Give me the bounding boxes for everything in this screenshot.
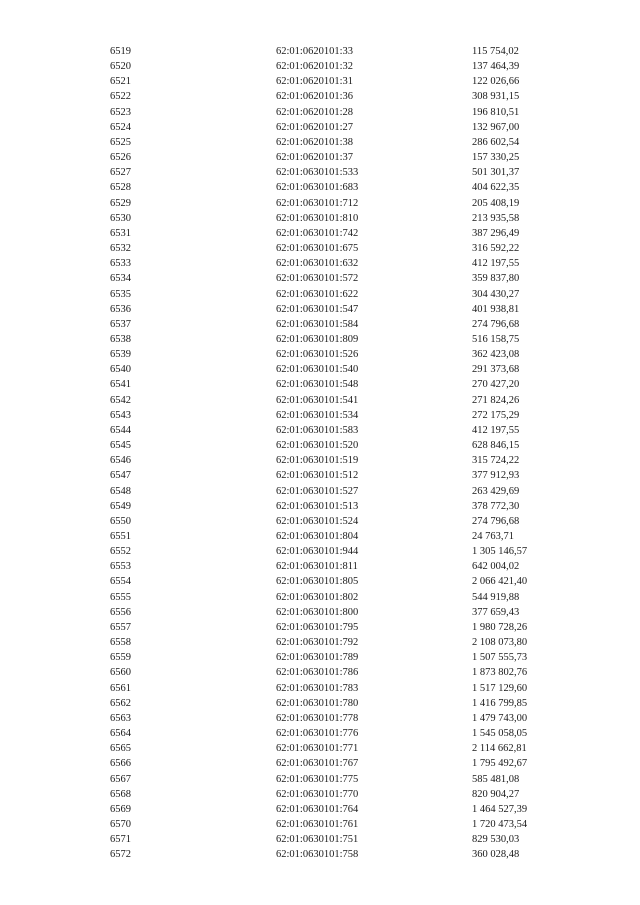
cadastral-number: 62:01:0630101:742 (276, 227, 359, 239)
value: 272 175,29 (472, 409, 520, 421)
value: 404 622,35 (472, 182, 520, 194)
row-number: 6559 (110, 652, 131, 664)
cadastral-number: 62:01:0630101:526 (276, 349, 359, 361)
row-number: 6567 (110, 773, 131, 785)
value: 1 416 799,85 (472, 697, 528, 709)
row-number: 6536 (110, 303, 131, 315)
row-number: 6565 (110, 743, 131, 755)
value: 132 967,00 (472, 121, 520, 133)
table-row (0, 802, 640, 817)
cadastral-number: 62:01:0630101:776 (276, 728, 359, 740)
value: 308 931,15 (472, 91, 520, 103)
cadastral-number: 62:01:0630101:520 (276, 440, 359, 452)
table-row (0, 44, 640, 59)
cadastral-number: 62:01:0620101:28 (276, 106, 354, 118)
cadastral-number: 62:01:0630101:780 (276, 697, 359, 709)
value: 196 810,51 (472, 106, 520, 118)
value: 2 066 421,40 (472, 576, 528, 588)
table-row (0, 377, 640, 392)
table-row (0, 559, 640, 574)
row-number: 6551 (110, 531, 131, 542)
value: 270 427,20 (472, 379, 520, 391)
row-number: 6564 (110, 728, 131, 740)
cadastral-number: 62:01:0630101:751 (276, 834, 359, 846)
value: 401 938,81 (472, 303, 520, 315)
row-number: 6527 (110, 167, 131, 179)
row-number: 6542 (110, 394, 131, 406)
row-number: 6547 (110, 470, 131, 482)
table-row (0, 756, 640, 771)
row-number: 6530 (110, 212, 131, 224)
cadastral-number: 62:01:0630101:805 (276, 576, 359, 588)
table-row (0, 772, 640, 787)
table-row (0, 241, 640, 256)
cadastral-number: 62:01:0630101:800 (276, 606, 359, 618)
cadastral-number: 62:01:0630101:519 (276, 455, 359, 467)
row-number: 6548 (110, 485, 131, 497)
cadastral-number: 62:01:0630101:632 (276, 258, 359, 270)
row-number: 6568 (110, 788, 131, 800)
cadastral-number: 62:01:0620101:31 (276, 76, 354, 88)
value: 544 919,88 (472, 591, 520, 603)
cadastral-number: 62:01:0630101:802 (276, 591, 359, 603)
table-row (0, 635, 640, 650)
cadastral-number: 62:01:0630101:810 (276, 212, 359, 224)
row-number: 6543 (110, 409, 131, 421)
cadastral-number: 62:01:0630101:683 (276, 182, 359, 194)
value: 501 301,37 (472, 167, 520, 179)
row-number: 6546 (110, 455, 131, 467)
row-number: 6528 (110, 182, 131, 194)
document-table (0, 44, 640, 862)
cadastral-number: 62:01:0630101:811 (276, 561, 358, 573)
cadastral-number: 62:01:0630101:527 (276, 485, 359, 497)
cadastral-number: 62:01:0630101:548 (276, 379, 359, 391)
value: 377 659,43 (472, 606, 520, 618)
value: 585 481,08 (472, 773, 520, 785)
table-row (0, 165, 640, 180)
cadastral-number: 62:01:0630101:770 (276, 788, 359, 800)
row-number: 6545 (110, 440, 131, 452)
cadastral-number: 62:01:0630101:786 (276, 667, 359, 679)
table-row (0, 287, 640, 302)
table-row (0, 590, 640, 605)
cadastral-number: 62:01:0630101:712 (276, 197, 359, 209)
row-number: 6563 (110, 712, 131, 724)
row-number: 6523 (110, 106, 131, 118)
cadastral-number: 62:01:0630101:512 (276, 470, 359, 482)
value: 115 754,02 (472, 46, 519, 57)
row-number: 6533 (110, 258, 131, 270)
cadastral-number: 62:01:0620101:36 (276, 91, 354, 103)
row-number: 6522 (110, 91, 131, 103)
cadastral-number: 62:01:0630101:778 (276, 712, 359, 724)
value: 359 837,80 (472, 273, 520, 285)
value: 2 108 073,80 (472, 637, 528, 649)
row-number: 6525 (110, 136, 131, 148)
cadastral-number: 62:01:0630101:792 (276, 637, 359, 649)
table-row (0, 468, 640, 483)
row-number: 6541 (110, 379, 131, 391)
row-number: 6555 (110, 591, 131, 603)
value: 315 724,22 (472, 455, 520, 467)
value: 263 429,69 (472, 485, 520, 497)
row-number: 6553 (110, 561, 131, 573)
table-row (0, 347, 640, 362)
row-number: 6552 (110, 546, 131, 558)
table-row (0, 741, 640, 756)
row-number: 6554 (110, 576, 131, 588)
value: 412 197,55 (472, 424, 520, 436)
row-number: 6560 (110, 667, 131, 679)
table-row (0, 832, 640, 847)
value: 378 772,30 (472, 500, 520, 512)
value: 274 796,68 (472, 318, 520, 330)
table-row (0, 150, 640, 165)
table-row (0, 499, 640, 514)
cadastral-number: 62:01:0630101:675 (276, 243, 359, 255)
table-row (0, 105, 640, 120)
table-row (0, 59, 640, 74)
table-row (0, 89, 640, 104)
row-number: 6531 (110, 227, 131, 239)
value: 642 004,02 (472, 561, 520, 573)
value: 362 423,08 (472, 349, 520, 361)
value: 271 824,26 (472, 394, 520, 406)
row-number: 6537 (110, 318, 131, 330)
table-row (0, 74, 640, 89)
value: 304 430,27 (472, 288, 520, 300)
cadastral-number: 62:01:0630101:804 (276, 531, 359, 542)
row-number: 6524 (110, 121, 131, 133)
row-number: 6556 (110, 606, 131, 618)
table-row (0, 529, 640, 544)
value: 1 545 058,05 (472, 728, 528, 740)
table-row (0, 256, 640, 271)
cadastral-number: 62:01:0630101:534 (276, 409, 359, 421)
table-row (0, 408, 640, 423)
cadastral-number: 62:01:0630101:775 (276, 773, 359, 785)
value: 1 305 146,57 (472, 546, 528, 558)
table-row (0, 650, 640, 665)
cadastral-number: 62:01:0630101:540 (276, 364, 359, 376)
table-row (0, 196, 640, 211)
value: 291 373,68 (472, 364, 520, 376)
value: 377 912,93 (472, 470, 520, 482)
row-number: 6549 (110, 500, 131, 512)
table-row (0, 271, 640, 286)
value: 213 935,58 (472, 212, 520, 224)
cadastral-number: 62:01:0630101:572 (276, 273, 359, 285)
row-number: 6562 (110, 697, 131, 709)
value: 2 114 662,81 (472, 743, 527, 755)
table-row (0, 605, 640, 620)
cadastral-number: 62:01:0630101:795 (276, 621, 359, 633)
value: 820 904,27 (472, 788, 520, 800)
row-number: 6539 (110, 349, 131, 361)
row-number: 6544 (110, 424, 131, 436)
value: 286 602,54 (472, 136, 520, 148)
value: 516 158,75 (472, 333, 520, 345)
row-number: 6561 (110, 682, 131, 694)
cadastral-number: 62:01:0620101:33 (276, 46, 354, 57)
cadastral-number: 62:01:0630101:771 (276, 743, 359, 755)
value: 360 028,48 (472, 849, 520, 861)
value: 137 464,39 (472, 61, 520, 73)
row-number: 6534 (110, 273, 131, 285)
table-row (0, 681, 640, 696)
cadastral-number: 62:01:0630101:767 (276, 758, 359, 770)
cadastral-number: 62:01:0630101:764 (276, 803, 359, 815)
row-number: 6529 (110, 197, 131, 209)
row-number: 6535 (110, 288, 131, 300)
value: 1 980 728,26 (472, 621, 528, 633)
cadastral-number: 62:01:0630101:583 (276, 424, 359, 436)
cadastral-number: 62:01:0630101:513 (276, 500, 359, 512)
table-row (0, 211, 640, 226)
table-row (0, 726, 640, 741)
table-row (0, 484, 640, 499)
cadastral-number: 62:01:0630101:524 (276, 515, 359, 527)
cadastral-number: 62:01:0630101:547 (276, 303, 359, 315)
cadastral-number: 62:01:0630101:622 (276, 288, 359, 300)
table-row (0, 226, 640, 241)
cadastral-number: 62:01:0630101:758 (276, 849, 359, 861)
row-number: 6558 (110, 637, 131, 649)
cadastral-number: 62:01:0620101:37 (276, 152, 354, 164)
table-row (0, 620, 640, 635)
value: 157 330,25 (472, 152, 520, 164)
table-row (0, 362, 640, 377)
value: 1 507 555,73 (472, 652, 528, 664)
value: 628 846,15 (472, 440, 520, 452)
cadastral-number: 62:01:0630101:783 (276, 682, 359, 694)
table-row (0, 847, 640, 862)
table-row (0, 317, 640, 332)
cadastral-number: 62:01:0630101:761 (276, 818, 359, 830)
table-row (0, 180, 640, 195)
table-row (0, 787, 640, 802)
row-number: 6520 (110, 61, 131, 73)
value: 1 795 492,67 (472, 758, 528, 770)
cadastral-number: 62:01:0630101:584 (276, 318, 359, 330)
value: 1 464 527,39 (472, 803, 528, 815)
cadastral-number: 62:01:0630101:809 (276, 333, 359, 345)
value: 1 873 802,76 (472, 667, 528, 679)
cadastral-number: 62:01:0620101:27 (276, 121, 354, 133)
table-row (0, 332, 640, 347)
value: 122 026,66 (472, 76, 520, 88)
value: 205 408,19 (472, 197, 520, 209)
table-row (0, 817, 640, 832)
cadastral-number: 62:01:0620101:32 (276, 61, 354, 73)
row-number: 6526 (110, 152, 131, 164)
table-row (0, 302, 640, 317)
row-number: 6570 (110, 818, 131, 830)
row-number: 6571 (110, 834, 131, 846)
table-row (0, 135, 640, 150)
row-number: 6532 (110, 243, 131, 255)
row-number: 6569 (110, 803, 131, 815)
table-row (0, 453, 640, 468)
cadastral-number: 62:01:0630101:533 (276, 167, 359, 179)
row-number: 6540 (110, 364, 131, 376)
cadastral-number: 62:01:0630101:789 (276, 652, 359, 664)
value: 274 796,68 (472, 515, 520, 527)
row-number: 6557 (110, 621, 131, 633)
cadastral-number: 62:01:0620101:38 (276, 136, 354, 148)
table-row (0, 514, 640, 529)
table-row (0, 574, 640, 589)
table-row (0, 423, 640, 438)
cadastral-number: 62:01:0630101:541 (276, 394, 359, 406)
value: 412 197,55 (472, 258, 520, 270)
row-number: 6538 (110, 333, 131, 345)
cadastral-number: 62:01:0630101:944 (276, 546, 359, 558)
value: 1 720 473,54 (472, 818, 528, 830)
table-row (0, 544, 640, 559)
value: 24 763,71 (472, 531, 514, 542)
table-row (0, 665, 640, 680)
table-row (0, 711, 640, 726)
table-row (0, 438, 640, 453)
value: 829 530,03 (472, 834, 520, 846)
row-number: 6519 (110, 46, 131, 57)
table-row (0, 393, 640, 408)
table-row (0, 120, 640, 135)
row-number: 6521 (110, 76, 131, 88)
row-number: 6572 (110, 849, 131, 861)
value: 316 592,22 (472, 243, 520, 255)
value: 387 296,49 (472, 227, 520, 239)
table-row (0, 696, 640, 711)
value: 1 479 743,00 (472, 712, 528, 724)
row-number: 6566 (110, 758, 131, 770)
value: 1 517 129,60 (472, 682, 528, 694)
row-number: 6550 (110, 515, 131, 527)
